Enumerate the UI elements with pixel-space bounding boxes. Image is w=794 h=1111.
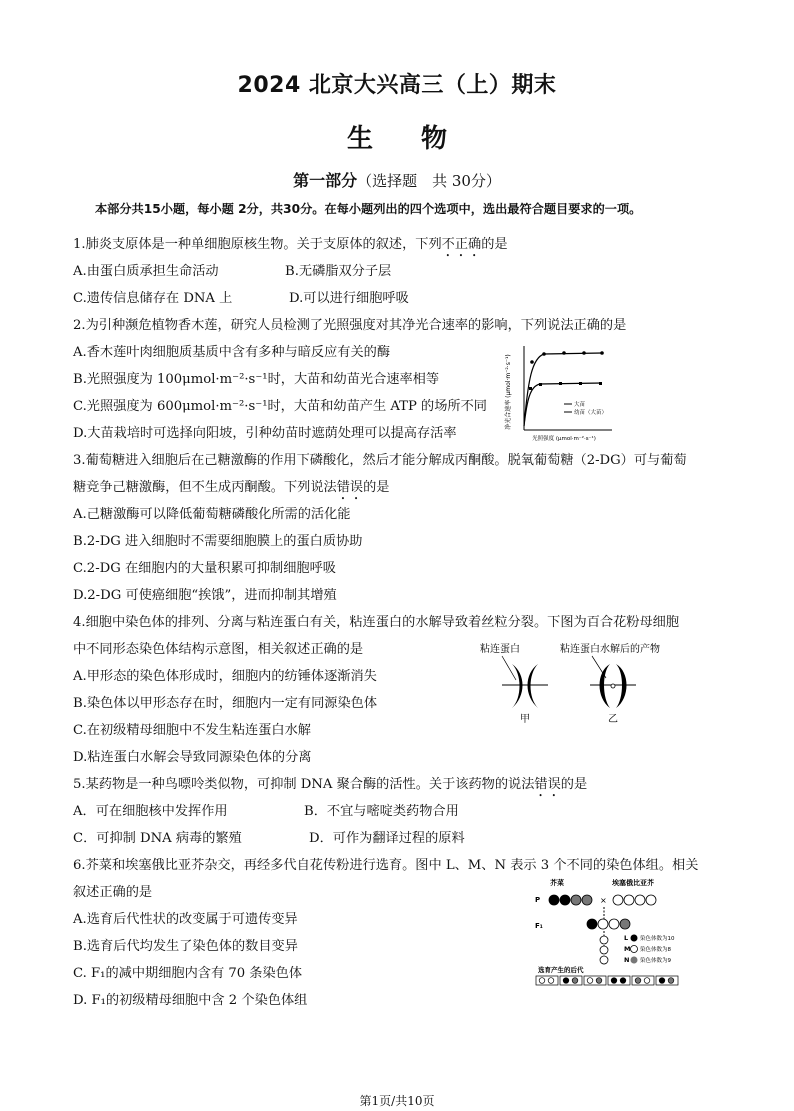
page-footer: 第1页/共10页: [359, 1094, 435, 1108]
q1-option-a: A.由蛋白质承担生命活动: [73, 264, 219, 279]
q2-chart-ylabel: 净光合速率 (μmol·m⁻²·s⁻¹): [505, 354, 512, 430]
part-suffix: （选择题 共 30分）: [357, 172, 501, 190]
q6-stem-1: 6.芥菜和埃塞俄比亚芥杂交，再经多代自花传粉进行选育。图中 L、M、N 表示 3 个不同的染色体组。相关: [73, 858, 699, 873]
q5-option-a: A．可在细胞核中发挥作用: [73, 804, 228, 819]
q5-option-c: C．可抑制 DNA 病毒的繁殖: [73, 831, 242, 846]
q6-fig-f1: F₁: [535, 922, 543, 930]
q1-stem-end: 的是: [481, 237, 508, 252]
q5-option-d: D．可作为翻译过程的原料: [309, 831, 465, 846]
q4-option-c: C.在初级精母细胞中不发生粘连蛋白水解: [73, 723, 311, 738]
q3-stem-emphasis: 错误: [336, 480, 364, 495]
q1-stem-text: 1.肺炎支原体是一种单细胞原核生物。关于支原体的叙述，下列: [73, 237, 442, 252]
q3-option-d: D.2-DG 可使癌细胞“挨饿”，进而抑制其增殖: [73, 588, 337, 603]
q4-fig-a: 甲: [520, 714, 530, 725]
chromosome-a: [502, 664, 548, 708]
chromosome-b: [590, 664, 636, 708]
q2-option-d: D.大苗栽培时可选择向阳坡，引种幼苗时遮荫处理可以提高存活率: [73, 426, 457, 441]
q6-fig-l-note: 染色体数为10: [640, 936, 675, 942]
q3-stem-end: 的是: [363, 480, 390, 495]
q6-fig-l: L: [624, 934, 629, 942]
q3-option-c: C.2-DG 在细胞内的大量积累可抑制细胞呼吸: [73, 561, 336, 576]
q3-option-b: B.2-DG 进入细胞时不需要细胞膜上的蛋白质协助: [73, 534, 363, 549]
q5-stem-emphasis: 错误: [534, 777, 561, 792]
q3-stem-text: 糖竞争己糖激酶，但不生成丙酮酸。下列说法: [73, 480, 337, 495]
q1-option-b: B.无磷脂双分子层: [285, 264, 392, 279]
q4-stem-1: 4.细胞中染色体的排列、分离与粘连蛋白有关，粘连蛋白的水解导致着丝粒分裂。下图为百合花粉母细胞: [73, 615, 680, 630]
q1-stem: [73, 236, 508, 260]
q3-stem-2: [73, 479, 390, 503]
q1-option-d: D.可以进行细胞呼吸: [289, 291, 409, 306]
q6-stem-2: 叙述正确的是: [73, 885, 153, 900]
q1-option-c: C.遗传信息储存在 DNA 上: [73, 291, 233, 306]
q2-chart-curve-b: [524, 383, 602, 426]
part-heading: [0, 168, 794, 191]
q2-option-a: A.香木莲叶肉细胞质基质中含有多种与暗反应有关的酶: [73, 345, 391, 360]
q6-fig-mustard: 芥菜: [550, 879, 564, 887]
q2-option-b: B.光照强度为 100μmol·m⁻²·s⁻¹时，大苗和幼苗光合速率相等: [73, 372, 440, 387]
q2-stem: 2.为引种濒危植物香木莲，研究人员检测了光照强度对其净光合速率的影响，下列说法正确的是: [73, 318, 627, 333]
q5-option-b: B．不宜与嘧啶类药物合用: [304, 804, 459, 819]
instructions: 本部分共15小题，每小题 2分，共30分。在每小题列出的四个选项中，选出最符合题目要求的一项。: [95, 202, 642, 216]
q4-option-b: B.染色体以甲形态存在时，细胞内一定有同源染色体: [73, 696, 378, 711]
subject-title: 生物: [346, 124, 495, 154]
q2-chart-xlabel: 光照强度 (μmol·m⁻²·s⁻¹): [532, 436, 596, 442]
q4-option-a: A.甲形态的染色体形成时，细胞内的纺锤体逐渐消失: [73, 669, 377, 684]
q2-chart-legend-b: 幼苗（大苗）: [574, 410, 608, 416]
q6-fig-ethiopian: 埃塞俄比亚芥: [612, 879, 654, 887]
q3-option-a: A.己糖激酶可以降低葡萄糖磷酸化所需的活化能: [73, 507, 351, 522]
q6-option-a: A.选育后代性状的改变属于可遗传变异: [73, 912, 298, 927]
q6-fig-cross: ×: [600, 896, 607, 905]
q6-fig-m-note: 染色体数为8: [640, 947, 671, 953]
q5-stem-end: 的是: [560, 777, 588, 792]
q2-chart-legend-a: 大苗: [574, 402, 586, 408]
q4-fig-label-left: 粘连蛋白: [480, 644, 520, 655]
q4-fig-label-right: 粘连蛋白水解后的产物: [560, 644, 660, 655]
q3-stem-1: 3.葡萄糖进入细胞后在己糖激酶的作用下磷酸化，然后才能分解成丙酮酸。脱氧葡萄糖（2-DG）可与葡萄: [73, 453, 687, 468]
q1-stem-emphasis: 不正确: [441, 237, 482, 252]
part-title: 第一部分: [293, 171, 358, 190]
q6-option-b: B.选育后代均发生了染色体的数目变异: [73, 939, 298, 954]
q4-option-d: D.粘连蛋白水解会导致同源染色体的分离: [73, 750, 312, 765]
q2-option-c: C.光照强度为 600μmol·m⁻²·s⁻¹时，大苗和幼苗产生 ATP 的场所不同: [73, 399, 487, 414]
q6-fig-n-note: 染色体数为9: [640, 958, 671, 964]
q4-figure: [472, 640, 712, 726]
q6-figure: [532, 876, 702, 990]
q5-stem: [73, 776, 587, 800]
q6-fig-p: P: [535, 896, 541, 904]
q6-fig-m: M: [624, 945, 631, 953]
q6-option-c: C. F₁的减中期细胞内含有 70 条染色体: [73, 966, 303, 981]
q2-chart: [504, 340, 616, 444]
q6-fig-offspring: 选育产生的后代: [538, 966, 584, 974]
q6-fig-n: N: [624, 956, 630, 964]
q4-stem-2: 中不同形态染色体结构示意图，相关叙述正确的是: [73, 642, 364, 657]
q6-option-d: D. F₁的初级精母细胞中含 2 个染色体组: [73, 993, 308, 1008]
q5-stem-text: 5.某药物是一种鸟嘌呤类似物，可抑制 DNA 聚合酶的活性。关于该药物的说法: [73, 777, 535, 792]
q4-fig-b: 乙: [608, 714, 618, 725]
page-title: 2024 北京大兴高三（上）期末: [237, 73, 557, 98]
